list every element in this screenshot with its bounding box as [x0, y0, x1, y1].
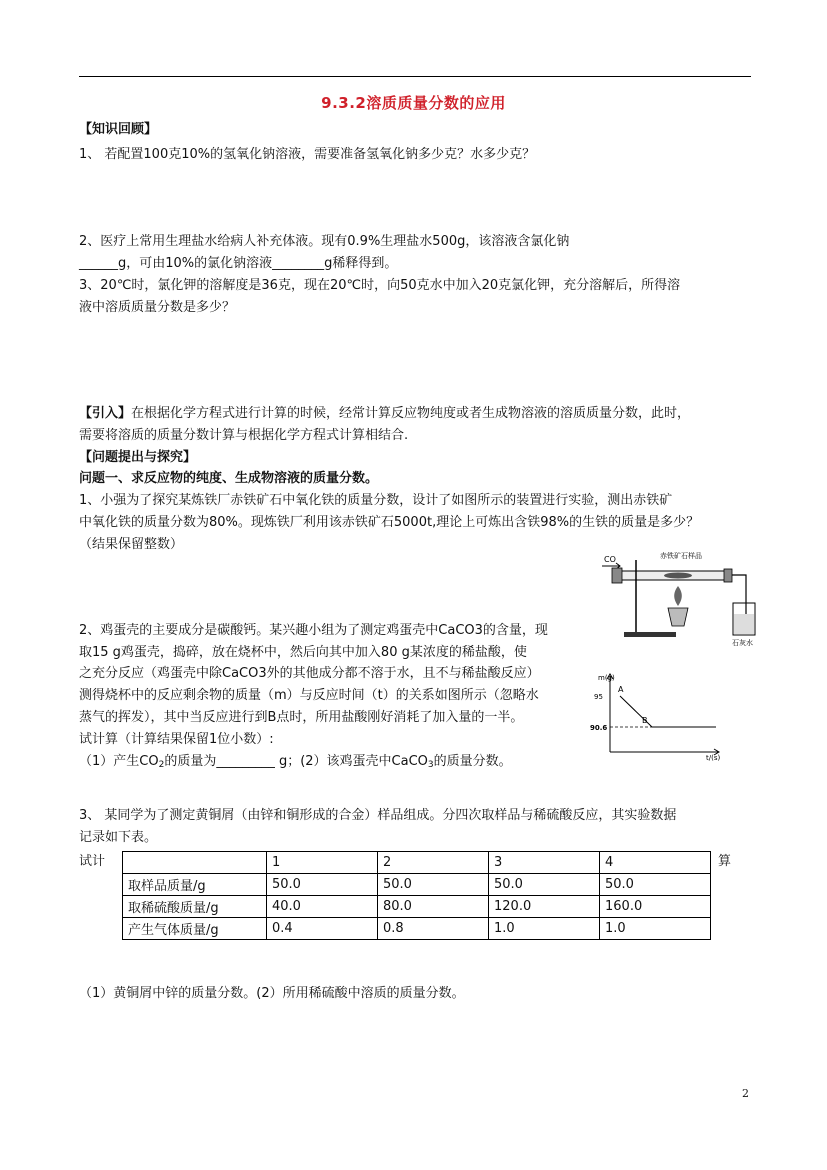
- problem-3-line-2: 记录如下表。: [79, 830, 158, 845]
- limewater-label: 石灰水: [732, 639, 753, 647]
- problem-2-line-7: （1）产生$CO_2$的质量为_________ g；(2）该鸡蛋壳中CaCO$_3$的质量分数。: [79, 754, 512, 770]
- table-cell: 50.0: [267, 874, 378, 896]
- problem-3-side-left: 试计: [79, 854, 106, 869]
- table-cell: 4: [600, 852, 711, 874]
- table-row: [123, 896, 711, 918]
- question-2-line-1: 2、医疗上常用生理盐水给病人补充体液。现有0.9%生理盐水500g，该溶液含氯化钠: [79, 234, 570, 249]
- problem-2-line-1: 2、鸡蛋壳的主要成分是碳酸钙。某兴趣小组为了测定鸡蛋壳中CaCO3的含量，现: [79, 623, 548, 638]
- problem-1-line-3: （结果保留整数）: [79, 537, 184, 552]
- problem-1-line-1: 1、小强为了探究某炼铁厂赤铁矿石中氧化铁的质量分数，设计了如图所示的装置进行实验，测出赤铁矿: [79, 493, 673, 508]
- table-cell: 3: [489, 852, 600, 874]
- problem-2-line-6: 试计算（计算结果保留1位小数）:: [79, 732, 274, 747]
- problem-1-heading: 问题一、求反应物的纯度、生成物溶液的质量分数。: [79, 471, 379, 486]
- problem-2-line-3: 之充分反应（鸡蛋壳中除CaCO3外的其他成分都不溶于水，且不与稀盐酸反应）: [79, 666, 540, 681]
- problem-2-line-5: 蒸气的挥发），其中当反应进行到B点时，所用盐酸刚好消耗了加入量的一半。: [79, 710, 524, 725]
- table-cell: 50.0: [378, 874, 489, 896]
- table-cell: 160.0: [600, 896, 711, 918]
- table-cell: 0.8: [378, 918, 489, 940]
- table-row: [123, 874, 711, 896]
- page-title: 9.3.2溶质质量分数的应用: [321, 94, 506, 112]
- problem-1-line-2: 中氧化铁的质量分数为80%。现炼铁厂利用该赤铁矿石5000t,理论上可炼出含铁98%的生铁的质量是多少？: [79, 515, 700, 530]
- intro-line-2: 需要将溶质的质量分数计算与根据化学方程式计算相结合.: [79, 428, 409, 443]
- mass-series-line: [620, 696, 716, 727]
- table-cell: 80.0: [378, 896, 489, 918]
- question-3-line-2: 液中溶质质量分数是多少？: [79, 300, 236, 315]
- table-row-label: 产生气体质量/g: [123, 918, 267, 940]
- explore-header: 【问题提出与探究】: [79, 450, 197, 465]
- table-row-label: [123, 852, 267, 874]
- point-b-label: B: [642, 716, 648, 725]
- problem-3-side-right: 算: [718, 854, 732, 869]
- question-1: 1、 若配置100克10%的氢氧化钠溶液，需要准备氢氧化钠多少克？水多少克？: [79, 147, 536, 162]
- data-table: [122, 851, 711, 940]
- table-cell: 1: [267, 852, 378, 874]
- table-cell: 40.0: [267, 896, 378, 918]
- table-cell: 1.0: [600, 918, 711, 940]
- problem-3-line-1: 3、 某同学为了测定黄铜屑（由锌和铜形成的合金）样品组成。分四次取样品与稀硫酸反应，其实验数据: [79, 808, 677, 823]
- review-header: 【知识回顾】: [79, 122, 158, 137]
- outlet-tube: [732, 575, 746, 618]
- burner: [668, 608, 688, 626]
- table-row: [123, 918, 711, 940]
- page-number: 2: [742, 1087, 749, 1100]
- table-cell: 1.0: [489, 918, 600, 940]
- sample-label: 赤铁矿石样品: [660, 552, 702, 560]
- problem-3-questions: （1）黄铜屑中锌的质量分数。(2）所用稀硫酸中溶质的质量分数。: [79, 986, 465, 1001]
- ore-sample: [664, 573, 692, 579]
- y-tick-high: 95: [594, 693, 603, 701]
- table-row-label: 取样品质量/g: [123, 874, 267, 896]
- point-a-label: A: [618, 685, 624, 694]
- intro-label: 【引入】: [79, 406, 132, 421]
- y-tick-low: 90.6: [590, 724, 608, 732]
- table-cell: 50.0: [600, 874, 711, 896]
- header-rule: [79, 76, 751, 77]
- problem-2-line-4: 测得烧杯中的反应剩余物的质量（m）与反应时间（t）的关系如图所示（忽略水: [79, 688, 539, 703]
- table-cell: 2: [378, 852, 489, 874]
- flame: [674, 586, 682, 606]
- apparatus-figure: [598, 548, 758, 648]
- intro-line-1: [79, 405, 690, 423]
- mass-time-graph: [588, 668, 728, 768]
- table-cell: 50.0: [489, 874, 600, 896]
- question-2-line-2: ______g，可由10%的氯化钠溶液________g稀释得到。: [79, 256, 398, 271]
- intro-text: 在根据化学方程式进行计算的时候，经常计算反应物纯度或者生成物溶液的溶质质量分数，此时，: [131, 406, 691, 421]
- table-cell: 120.0: [489, 896, 600, 918]
- x-axis-label: t/(s): [706, 754, 721, 762]
- question-3-line-1: 3、20℃时，氯化钾的溶解度是36克，现在20℃时，向50克水中加入20克氯化钾，充分溶解后，所得溶: [79, 278, 681, 293]
- table-cell: 0.4: [267, 918, 378, 940]
- stand-base: [624, 632, 676, 637]
- problem-2-line-2: 取15 g鸡蛋壳，捣碎，放在烧杯中，然后向其中加入80 g某浓度的稀盐酸，使: [79, 645, 527, 660]
- co-label: CO: [604, 555, 616, 564]
- y-axis-label: m(g): [598, 674, 615, 682]
- table-header-row: [123, 852, 711, 874]
- table-row-label: 取稀硫酸质量/g: [123, 896, 267, 918]
